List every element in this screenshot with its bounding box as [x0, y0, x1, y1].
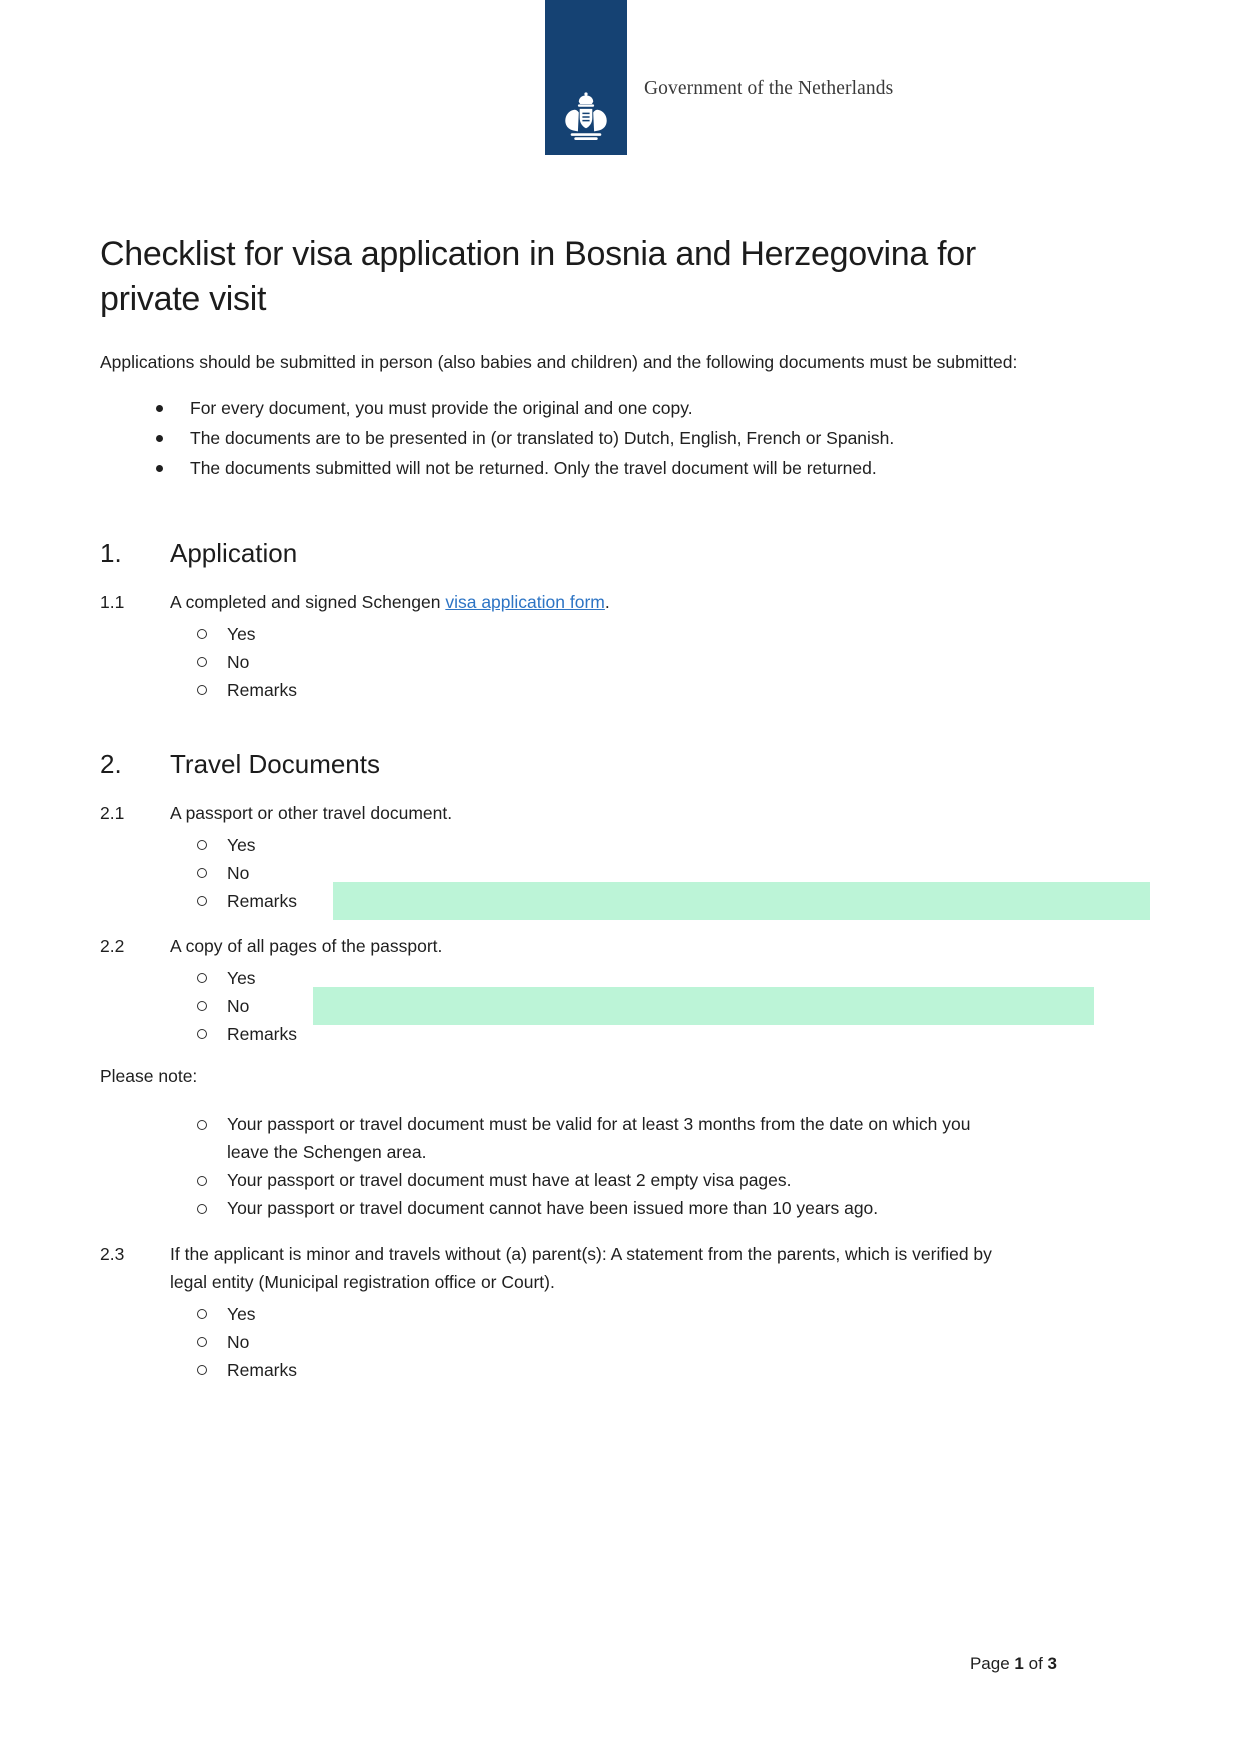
footer-of-label: of — [1028, 1654, 1043, 1673]
item-number: 2.1 — [100, 803, 125, 823]
circle-bullet-icon — [197, 1001, 227, 1011]
bullet-dot-icon — [155, 453, 190, 483]
circle-bullet-icon — [197, 973, 227, 983]
options-list-2-2 — [197, 964, 1160, 1048]
circle-bullet-icon — [197, 840, 227, 850]
option-yes — [197, 1300, 1160, 1328]
bullet-dot-icon — [155, 393, 190, 423]
circle-bullet-icon — [197, 1309, 227, 1319]
page-footer — [970, 1650, 1057, 1678]
circle-bullet-icon — [197, 685, 227, 695]
note-text: Your passport or travel document must be valid for at least 3 months from the date on which you leave the Schengen area. — [227, 1114, 971, 1162]
item-text-after-link: . — [604, 592, 610, 612]
option-label: Yes — [227, 967, 256, 988]
bullet-dot-icon — [155, 423, 190, 453]
option-remarks — [197, 887, 1160, 915]
option-yes — [197, 831, 1160, 859]
list-item — [155, 453, 1160, 483]
option-label: No — [227, 862, 250, 883]
note-item — [197, 1166, 1160, 1194]
option-no — [197, 648, 1160, 676]
option-label: Yes — [227, 1303, 256, 1324]
section-heading-travel-documents — [100, 746, 1160, 782]
footer-page-total: 3 — [1047, 1654, 1057, 1673]
section-number: 1. — [100, 538, 122, 568]
note-text: Your passport or travel document must have at least 2 empty visa pages. — [227, 1170, 792, 1190]
option-label: Remarks — [227, 1359, 298, 1380]
option-no — [197, 992, 1160, 1020]
section-heading-application — [100, 535, 1160, 571]
general-requirements-list — [155, 393, 1160, 483]
checklist-item-1-1 — [100, 588, 1160, 616]
item-text — [170, 588, 610, 616]
option-no — [197, 1328, 1160, 1356]
item-number: 2.2 — [100, 936, 125, 956]
item-text: A copy of all pages of the passport. — [170, 936, 443, 956]
footer-page-number: 1 — [1014, 1654, 1024, 1673]
footer-page-label: Page — [969, 1654, 1010, 1673]
option-remarks — [197, 676, 1160, 704]
list-item — [155, 423, 1160, 453]
page-title-line1: Checklist for visa application in Bosnia and Herzegovina for — [100, 235, 976, 273]
circle-bullet-icon — [197, 657, 227, 667]
option-label: Remarks — [227, 679, 298, 700]
section-title: Travel Documents — [170, 749, 380, 779]
circle-bullet-icon — [197, 1029, 227, 1039]
page-title — [100, 232, 1160, 322]
list-item-text: The documents are to be presented in (or translated to) Dutch, English, French or Spanish. — [190, 428, 895, 448]
intro-paragraph: Applications should be submitted in person (also babies and children) and the following documents must be submitted: — [100, 352, 1018, 372]
circle-bullet-icon — [197, 1365, 227, 1375]
checklist-item-2-2 — [100, 932, 1160, 960]
note-item — [197, 1110, 1160, 1166]
options-list-1-1 — [197, 620, 1160, 704]
page-title-line2: private visit — [100, 280, 267, 318]
document-body — [100, 0, 1160, 1384]
option-remarks — [197, 1356, 1160, 1384]
option-remarks — [197, 1020, 1160, 1048]
checklist-item-2-1 — [100, 799, 1160, 827]
item-text: If the applicant is minor and travels without (a) parent(s): A statement from the parents, which is verified by legal entity (Municipal registration office or Court). — [170, 1244, 992, 1292]
list-item-text: The documents submitted will not be returned. Only the travel document will be returned. — [190, 458, 877, 478]
item-number: 2.3 — [100, 1244, 125, 1264]
option-label: Remarks — [227, 1023, 298, 1044]
circle-bullet-icon — [197, 1337, 227, 1347]
checklist-item-2-3 — [100, 1240, 1160, 1296]
options-list-2-3 — [197, 1300, 1160, 1384]
circle-bullet-icon — [197, 868, 227, 878]
item-text: A passport or other travel document. — [170, 803, 453, 823]
circle-bullet-icon — [197, 1166, 227, 1194]
item-text-before-link: A completed and signed Schengen — [170, 592, 446, 612]
government-name: Government of the Netherlands — [644, 78, 894, 99]
option-label: No — [227, 1331, 250, 1352]
item-number: 1.1 — [100, 592, 125, 612]
highlight-remarks-field — [333, 882, 1150, 920]
circle-bullet-icon — [197, 1110, 227, 1166]
option-label: Yes — [227, 623, 256, 644]
option-label: No — [227, 651, 250, 672]
options-list-2-1 — [197, 831, 1160, 915]
option-label: Remarks — [227, 890, 298, 911]
option-label: No — [227, 995, 250, 1016]
list-item — [155, 393, 1160, 423]
circle-bullet-icon — [197, 896, 227, 906]
note-text: Your passport or travel document cannot have been issued more than 10 years ago. — [227, 1198, 879, 1218]
circle-bullet-icon — [197, 1194, 227, 1222]
option-label: Yes — [227, 834, 256, 855]
please-note-label: Please note: — [100, 1066, 198, 1086]
section-number: 2. — [100, 749, 122, 779]
circle-bullet-icon — [197, 629, 227, 639]
passport-notes-list — [197, 1110, 1160, 1222]
section-title: Application — [170, 538, 298, 568]
note-item — [197, 1194, 1160, 1222]
list-item-text: For every document, you must provide the original and one copy. — [190, 398, 693, 418]
visa-application-form-link[interactable]: visa application form — [445, 592, 605, 612]
option-yes — [197, 620, 1160, 648]
